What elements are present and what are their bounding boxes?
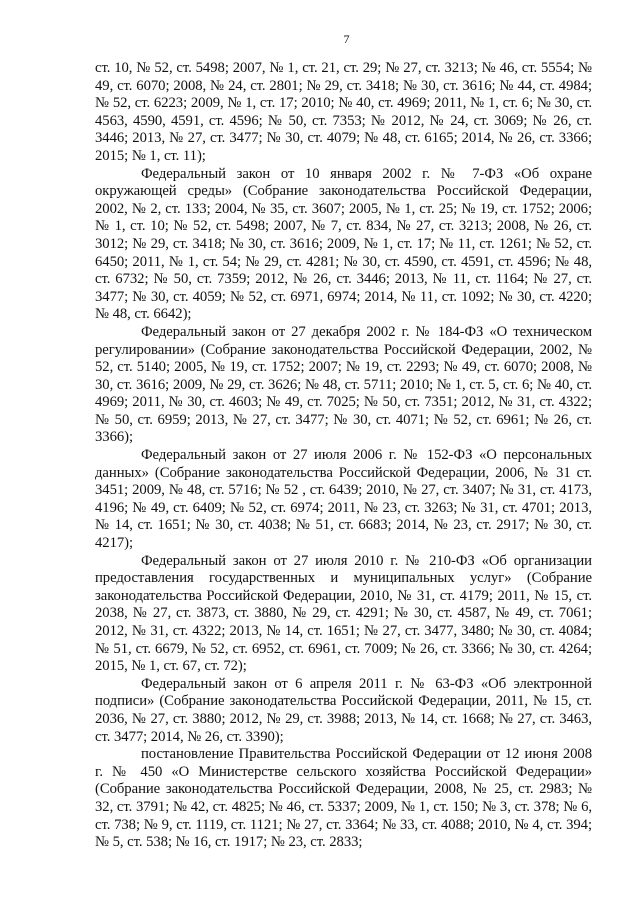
paragraph-resolution-450: постановление Правительства Российской Федерации от 12 июня 2008 г. № 450 «О Министерстве сельского хозяйства Российской Федерации» (Собрание законодательства Российской Федерации, 2008, № 25, ст. 2983; № 32, ст. 3791; № 42, ст. 4825; № 46, ст. 5337; 2009, № 1, ст. 150; № 3, ст. 378; № 6, ст. 738; № 9, ст. 1119, ст. 1121; № 27, ст. 3364; № 33, ст. 4088; 2010, № 4, ст. 394; № 5, ст. 538; № 16, ст. 1917; № 23, ст. 2833; (95, 746, 592, 851)
paragraph-continuation: ст. 10, № 52, ст. 5498; 2007, № 1, ст. 21, ст. 29; № 27, ст. 3213; № 46, ст. 5554; № 49, ст. 6070; 2008, № 24, ст. 2801; № 29, ст. 3418; № 30, ст. 3616; № 44, ст. 4984; № 52, ст. 6223; 2009, № 1, ст. 17; 2010; № 40, ст. 4969; 2011, № 1, ст. 6; № 30, ст. 4563, 4590, 4591, ст. 4596; № 50, ст. 7353; № 2012, № 24, ст. 3069; № 26, ст. 3446; 2013, № 27, ст. 3477; № 30, ст. 4079; № 48, ст. 6165; 2014, № 26, ст. 3366; 2015; № 1, ст. 11); (95, 60, 592, 164)
page-number: 7 (343, 32, 350, 46)
paragraph-law-152fz: Федеральный закон от 27 июля 2006 г. № 152-ФЗ «О персональных данных» (Собрание законодательства Российской Федерации, 2006, № 31 ст. 3451; 2009, № 48, ст. 5716; № 52 , ст. 6439; 2010, № 27, ст. 3407; № 31, ст. 4173, 4196; № 49, ст. 6409; № 52, ст. 6974; 2011, № 23, ст. 3263; № 31, ст. 4701; 2013, № 14, ст. 1651; № 30, ст. 4038; № 51, ст. 6683; 2014, № 23, ст. 2917; № 30, ст. 4217); (95, 447, 592, 552)
paragraph-law-7fz: Федеральный закон от 10 января 2002 г. № 7-ФЗ «Об охране окружающей среды» (Собрание законодательства Российской Федерации, 2002, № 2, ст. 133; 2004, № 35, ст. 3607; 2005, № 1, ст. 25; № 19, ст. 1752; 2006; № 1, ст. 10; № 52, ст. 5498; 2007, № 7, ст. 834, № 27, ст. 3213; 2008, № 26, ст. 3012; № 29, ст. 3418; № 30, ст. 3616; 2009, № 1, ст. 17; № 11, ст. 1261; № 52, ст. 6450; 2011, № 1, ст. 54; № 29, ст. 4281; № 30, ст. 4590, ст. 4591, ст. 4596; № 48, ст. 6732; № 50, ст. 7359; 2012, № 26, ст. 3446; 2013, № 11, ст. 1164; № 27, ст. 3477; № 30, ст. 4059; № 52, ст. 6971, 6974; 2014, № 11, ст. 1092; № 30, ст. 4220; № 48, ст. 6642); (95, 165, 592, 323)
paragraph-law-184fz: Федеральный закон от 27 декабря 2002 г. № 184-ФЗ «О техническом регулировании» (Собрание законодательства Российской Федерации, 2002, № 52, ст. 5140; 2005, № 19, ст. 1752; 2007; № 19, ст. 2293; № 49, ст. 6070; 2008, № 30, ст. 3616; 2009, № 29, ст. 3626; № 48, ст. 5711; 2010; № 1, ст. 5, ст. 6; № 40, ст. 4969; 2011, № 30, ст. 4603; № 49, ст. 7025; № 50, ст. 7351; 2012, № 31, ст. 4322; № 50, ст. 6959; 2013, № 27, ст. 3477; № 30, ст. 4071; № 52, ст. 6961; № 26, ст. 3366); (95, 323, 592, 446)
paragraph-law-63fz: Федеральный закон от 6 апреля 2011 г. № 63-ФЗ «Об электронной подписи» (Собрание законодательства Российской Федерации, 2011, № 15, ст. 2036, № 27, ст. 3880; 2012, № 29, ст. 3988; 2013, № 14, ст. 1668; № 27, ст. 3463, ст. 3477; 2014, № 26, ст. 3390); (95, 675, 592, 745)
paragraph-law-210fz: Федеральный закон от 27 июля 2010 г. № 210-ФЗ «Об организации предоставления государственных и муниципальных услуг» (Собрание законодательства Российской Федерации, 2010, № 31, ст. 4179; 2011, № 15, ст. 2038, № 27, ст. 3873, ст. 3880, № 29, ст. 4291; № 30, ст. 4587, № 49, ст. 7061; 2012, № 31, ст. 4322; 2013, № 14, ст. 1651; № 27, ст. 3477, 3480; № 30, ст. 4084; № 51, ст. 6679, № 52, ст. 6952, ст. 6961, ст. 7009; № 26, ст. 3366; № 30, ст. 4264; 2015, № 1, ст. 67, ст. 72); (95, 552, 592, 675)
